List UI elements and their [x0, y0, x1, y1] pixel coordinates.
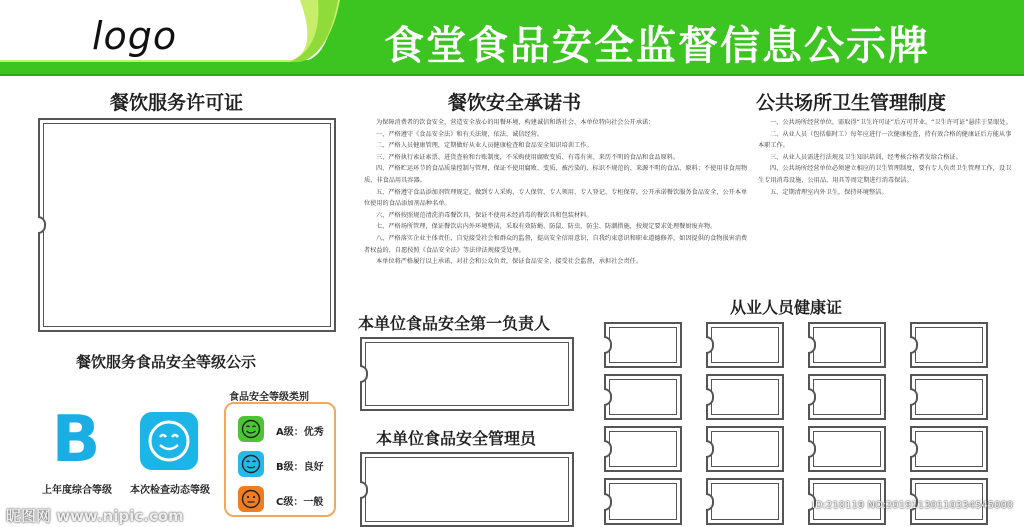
frame-notch — [706, 440, 714, 458]
health-cert-slot — [604, 426, 682, 472]
commitment-paragraph: 一、严格遵守《食品安全法》和有关法规，依法、诚信经营。 — [376, 130, 544, 138]
health-cert-slot — [808, 374, 886, 420]
health-cert-slot — [910, 426, 988, 472]
commitment-paragraph: 五、严格遵守食品添加剂管理规定。做到专人采购、专人保管、专人领用、专人登记、专柜保存，公开承诺餐饮服务食品安全，公开本单位使用的食品添加剂品种名单。 — [364, 188, 748, 208]
dynamic-grade-label: 本次检查动态等级 — [130, 485, 210, 496]
logo: logo — [92, 14, 178, 58]
license-title: 餐饮服务许可证 — [110, 92, 244, 114]
hygiene-text — [758, 117, 1014, 198]
watermark-left: 昵图网 www.nipic.com — [6, 507, 184, 525]
last-year-grade-label: 上年度综合等级 — [42, 485, 112, 496]
grade-b-smile-icon — [238, 451, 264, 477]
commitment-paragraph: 四、严格贮运环节的食品质量控制与管理，保证不使用腐败、变质、被污染的、标识不规范的、来源不明的食品、原料；不使用非食用物质、非食品用具容器。 — [364, 165, 748, 184]
health-cert-slot — [706, 426, 784, 472]
grade-a-smile-icon — [238, 416, 264, 442]
frame-notch — [604, 336, 612, 354]
frame-notch — [808, 336, 816, 354]
frame-notch — [910, 440, 918, 458]
commitment-paragraph: 三、严格执行索证索票、进货查验和台账制度，不采购使用腐败变质、有毒有害、来历不明的食品和食品原料。 — [376, 153, 680, 161]
health-cert-slot — [706, 322, 784, 368]
health-cert-slot — [910, 322, 988, 368]
frame-notch — [910, 388, 918, 406]
health-cert-slot — [604, 478, 682, 525]
hygiene-paragraph: 四、公共场所经营单位必须建立相应的卫生管理制度，要有专人负责卫生管理工作，设卫生专用消毒设施，公用品、用具等周定期进行消毒保洁。 — [758, 165, 1012, 184]
commitment-paragraph: 六、严格按照规范清洗消毒餐饮具，保证不使用未经消毒的餐饮具和包装材料。 — [376, 211, 593, 219]
frame-notch — [604, 440, 612, 458]
grade-c-face-icon — [238, 486, 264, 512]
frame-notch — [706, 388, 714, 406]
commitment-paragraph: 二、严格人员健康管理，定期做好从业人员健康检查和食品安全知识培训工作。 — [376, 142, 593, 150]
frame-notch — [808, 388, 816, 406]
legend-title: 食品安全等级类别 — [229, 392, 309, 403]
commitment-paragraph: 本单位将严格履行以上承诺，对社会和公众负责，保证食品安全，接受社会监督，承担社会责任。 — [376, 258, 643, 266]
grade-b-label: B级：良好 — [276, 462, 324, 473]
hygiene-paragraph: 五、定期清理室内外卫生，保持环境整洁。 — [770, 188, 888, 196]
health-cert-slot — [910, 374, 988, 420]
health-cert-slot — [706, 478, 784, 525]
watermark-right: ID:210119 NO:20191130110334545000 — [812, 500, 1014, 511]
dynamic-grade-smile-icon — [140, 412, 198, 470]
commitment-paragraph: 八、严格落实企业主体责任，自觉接受社会和群众的监督，提高安全信用意识，自我约束意识和职业道德修养，如因提供的食物损害消费者权益的，自愿按照《食品安全法》等法律法规接受处理。 — [364, 234, 748, 254]
commitment-text — [364, 117, 748, 268]
page-title: 食堂食品安全监督信息公示牌 — [384, 23, 930, 69]
health-cert-slot — [604, 322, 682, 368]
hygiene-paragraph: 三、从业人员需进行法规及卫生知识培训，经考核合格者发给合格证。 — [770, 153, 962, 161]
frame-notch — [706, 493, 714, 511]
frame-notch — [38, 216, 46, 234]
health-cert-slot — [808, 426, 886, 472]
frame-notch — [808, 440, 816, 458]
commitment-title: 餐饮安全承诺书 — [448, 92, 582, 114]
frame-notch — [360, 365, 368, 383]
hygiene-title: 公共场所卫生管理制度 — [756, 92, 947, 114]
frame-notch — [910, 336, 918, 354]
health-cert-slot — [706, 374, 784, 420]
commitment-paragraph: 为保障消费者的饮食安全，营造安全放心的用餐环境，构建诚信和谐社会，本单位特向社会公开承诺： — [376, 119, 655, 126]
hygiene-paragraph: 一、公共场所经营单位，需取得“卫生许可证”后方可开业。“卫生许可证”悬挂于显眼处。 — [770, 119, 1012, 126]
health-cert-slot — [808, 322, 886, 368]
frame-notch — [706, 336, 714, 354]
commitment-paragraph: 七、严格场所管理，保证餐饮店内外环境整洁，采取有效防蝇、防鼠、防虫、防尘、防潮措施，按规定要求处理餐厨废弃物。 — [376, 223, 717, 231]
administrator-frame — [360, 452, 574, 527]
health-cert-title: 从业人员健康证 — [730, 298, 843, 317]
last-year-grade: B — [51, 403, 101, 477]
responsible-person-title: 本单位食品安全第一负责人 — [358, 314, 551, 333]
grade-c-label: C级：一般 — [276, 497, 324, 508]
grade-a-label: A级：优秀 — [276, 427, 324, 438]
frame-notch — [604, 388, 612, 406]
health-cert-slot — [604, 374, 682, 420]
frame-notch — [360, 481, 368, 499]
frame-notch — [604, 493, 612, 511]
administrator-title: 本单位食品安全管理员 — [376, 429, 537, 448]
license-frame — [38, 118, 336, 332]
grade-legend — [224, 402, 336, 517]
responsible-person-frame — [360, 337, 574, 411]
hygiene-paragraph: 二、从业人员（包括临时工）每年应进行一次健康检查，持有效合格的健康证后方能从事本职工作。 — [758, 130, 1012, 150]
rating-title: 餐饮服务食品安全等级公示 — [76, 353, 257, 371]
